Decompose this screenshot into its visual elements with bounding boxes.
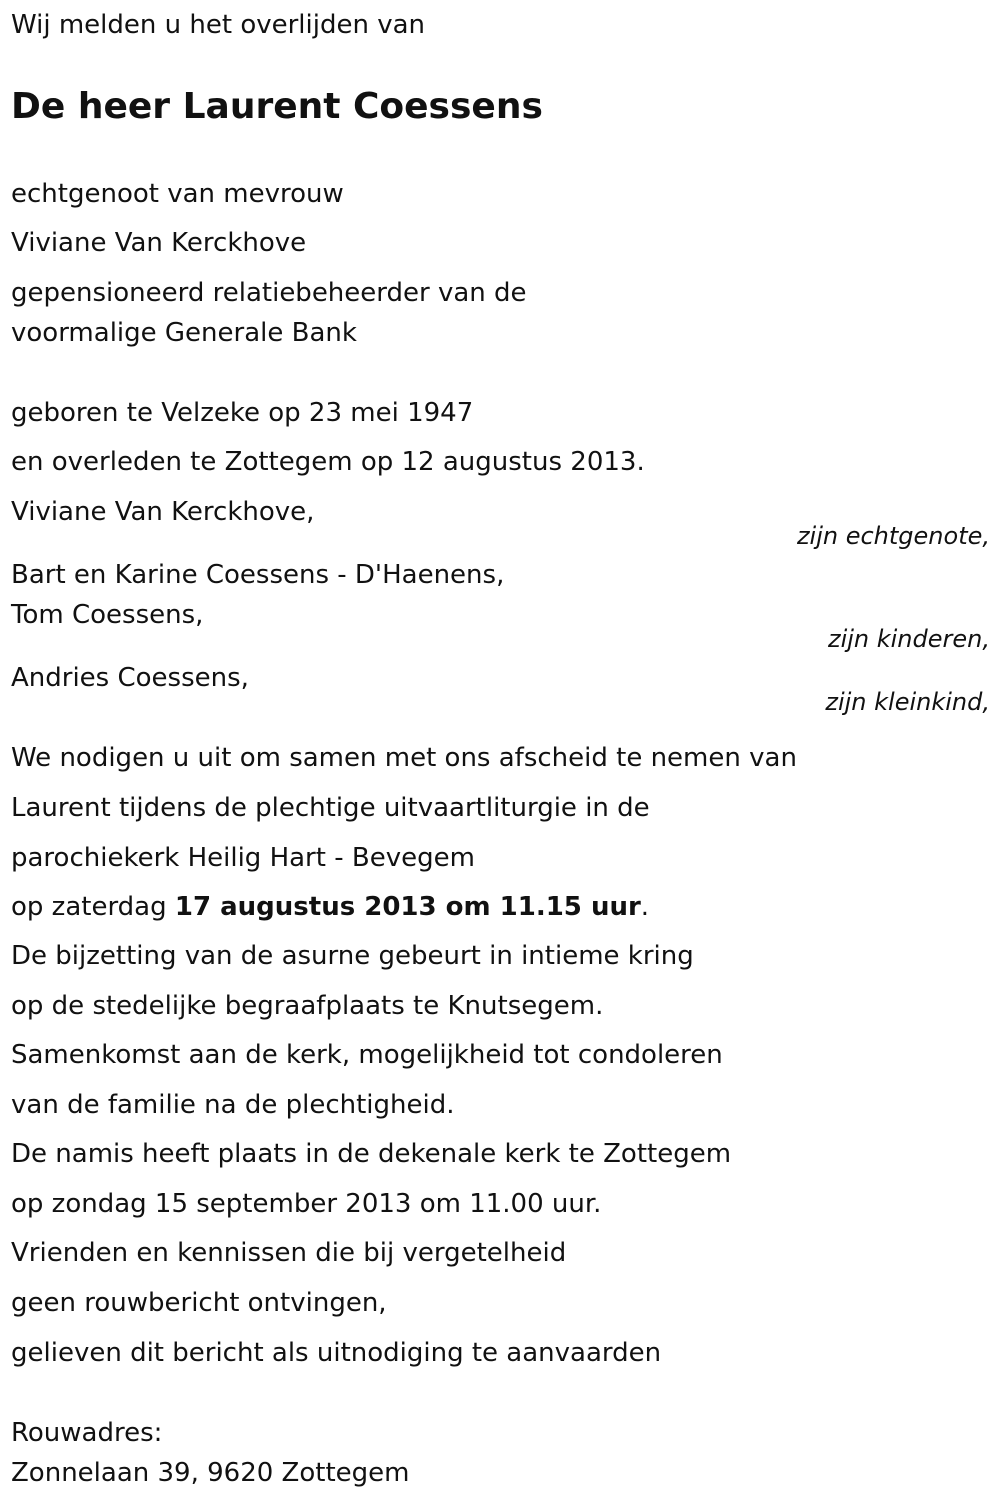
family-spouse-name: Viviane Van Kerckhove, (11, 497, 315, 527)
invitation-line-3: parochiekerk Heilig Hart - Bevegem (11, 843, 475, 873)
spouse-name-text: Viviane Van Kerckhove (11, 228, 307, 258)
funeral-date-time: 17 augustus 2013 om 11.15 uur (174, 892, 641, 922)
invitation-line-9: De namis heeft plaats in de dekenale kerk te Zottegem (11, 1139, 732, 1169)
birth-text: geboren te Velzeke op 23 mei 1947 (11, 398, 474, 428)
invitation-line-4-prefix: op zaterdag (11, 892, 175, 922)
invitation-line-2: Laurent tijdens de plechtige uitvaartliturgie in de (11, 793, 650, 823)
family-spouse-role: zijn echtgenote, (796, 522, 990, 550)
invitation-line-8: van de familie na de plechtigheid. (11, 1090, 455, 1120)
occupation-line-1: gepensioneerd relatiebeheerder van de (11, 278, 527, 308)
address-label: Rouwadres: (11, 1418, 163, 1448)
invitation-line-4-suffix: . (640, 892, 650, 922)
family-children-role: zijn kinderen, (827, 625, 990, 653)
occupation-line-2: voormalige Generale Bank (11, 318, 357, 348)
deceased-name-heading: De heer Laurent Coessens (11, 86, 543, 127)
invitation-line-7: Samenkomst aan de kerk, mogelijkheid tot condoleren (11, 1040, 723, 1070)
death-text: en overleden te Zottegem op 12 augustus 2013. (11, 447, 645, 477)
invitation-line-6: op de stedelijke begraafplaats te Knutsegem. (11, 991, 604, 1021)
invitation-line-4 (11, 890, 649, 924)
address-value: Zonnelaan 39, 9620 Zottegem (11, 1458, 410, 1488)
family-child-2: Tom Coessens, (11, 600, 204, 630)
invitation-line-10: op zondag 15 september 2013 om 11.00 uur. (11, 1189, 602, 1219)
invitation-line-12: geen rouwbericht ontvingen, (11, 1288, 387, 1318)
invitation-line-1: We nodigen u uit om samen met ons afscheid te nemen van (11, 743, 797, 773)
invitation-line-5: De bijzetting van de asurne gebeurt in intieme kring (11, 941, 694, 971)
family-child-1: Bart en Karine Coessens - D'Haenens, (11, 560, 505, 590)
intro-text: Wij melden u het overlijden van (11, 10, 426, 40)
invitation-line-13: gelieven dit bericht als uitnodiging te aanvaarden (11, 1338, 662, 1368)
invitation-line-11: Vrienden en kennissen die bij vergetelheid (11, 1238, 567, 1268)
spouse-prefix-text: echtgenoot van mevrouw (11, 179, 344, 209)
family-grandchild: Andries Coessens, (11, 663, 249, 693)
family-grandchild-role: zijn kleinkind, (825, 688, 990, 716)
